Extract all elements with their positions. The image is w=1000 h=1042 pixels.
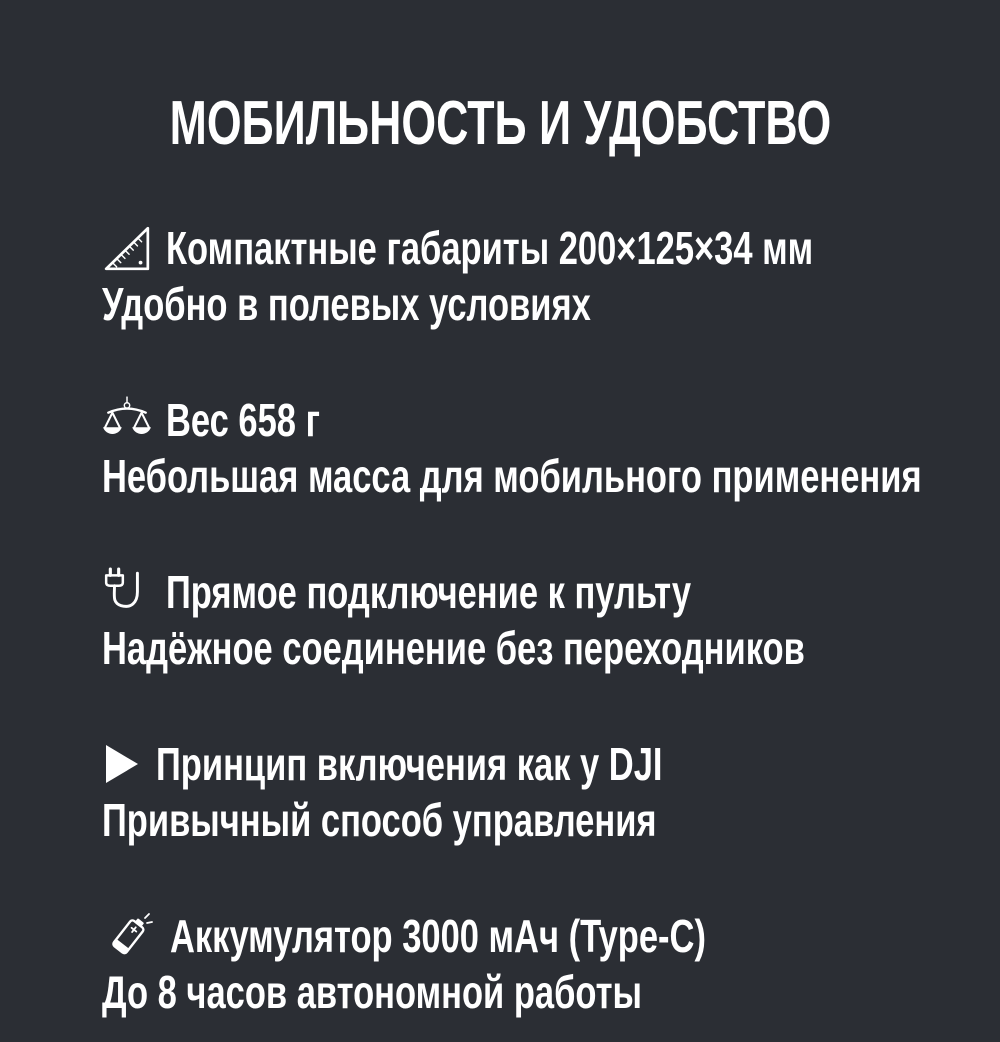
feature-subline: Надёжное соединение без переходников	[102, 621, 805, 674]
product-feature-slide	[0, 42, 1000, 1042]
feature-subline-line	[102, 964, 1000, 1020]
power-plug-icon	[102, 567, 152, 617]
feature-heading-line	[102, 736, 1000, 792]
feature-heading: Принцип включения как у DJI	[156, 737, 663, 790]
feature-subline: Небольшая масса для мобильного применения	[102, 449, 922, 502]
feature-weight	[102, 392, 1000, 504]
triangular-ruler-icon	[102, 223, 152, 273]
feature-heading: Компактные габариты 200×125×34 мм	[166, 221, 814, 274]
feature-subline-line	[102, 276, 1000, 332]
feature-heading-line	[102, 564, 1000, 620]
feature-dimensions	[102, 220, 1000, 332]
battery-icon	[102, 909, 156, 963]
feature-battery	[102, 908, 1000, 1020]
page-title: МОБИЛЬНОСТЬ И УДОБСТВО	[169, 88, 831, 158]
feature-connection	[102, 564, 1000, 676]
balance-scale-icon	[102, 395, 152, 445]
feature-subline-line	[102, 620, 1000, 676]
feature-heading-line	[102, 392, 1000, 448]
feature-subline-line	[102, 792, 1000, 848]
feature-subline: Удобно в полевых условиях	[102, 277, 591, 330]
play-triangle-icon	[102, 742, 142, 786]
feature-heading: Прямое подключение к пульту	[166, 565, 692, 618]
feature-heading: Аккумулятор 3000 мАч (Type-C)	[170, 909, 706, 962]
feature-subline: Привычный способ управления	[102, 793, 657, 846]
feature-power-on	[102, 736, 1000, 848]
feature-heading: Вес 658 г	[166, 393, 320, 446]
feature-subline-line	[102, 448, 1000, 504]
feature-heading-line	[102, 220, 1000, 276]
feature-heading-line	[102, 908, 1000, 964]
feature-subline: До 8 часов автономной работы	[102, 965, 642, 1018]
feature-list	[0, 220, 1000, 1020]
